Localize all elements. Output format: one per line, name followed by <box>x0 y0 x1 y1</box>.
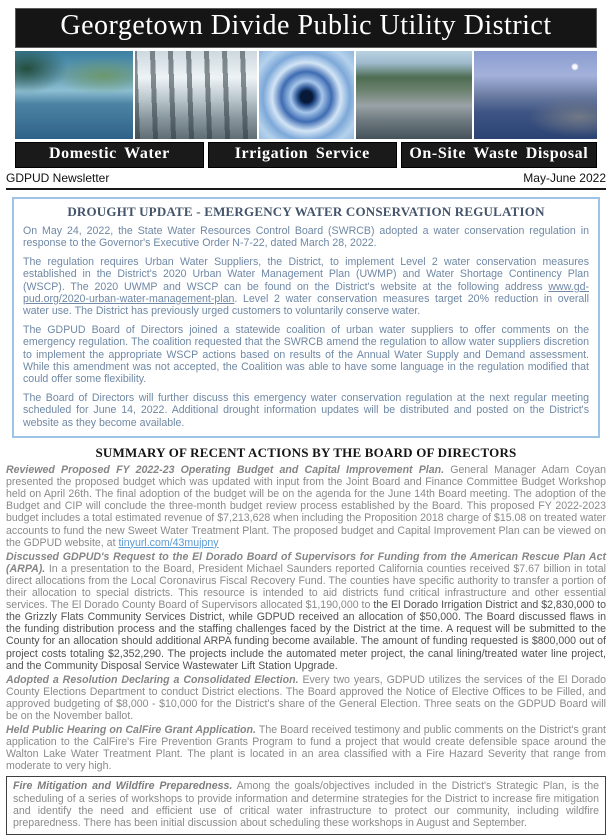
service-banner <box>15 142 597 168</box>
page-title: Georgetown Divide Public Utility District <box>15 8 597 48</box>
summary-heading: SUMMARY OF RECENT ACTIONS BY THE BOARD OF DIRECTORS <box>95 445 517 461</box>
issue-date: May-June 2022 <box>523 171 606 185</box>
board-action-budget-lead: Reviewed Proposed FY 2022-23 Operating Budget and Capital Improvement Plan. <box>6 464 445 477</box>
newsletter-meta-row <box>6 171 606 190</box>
banner-irrigation-service: Irrigation Service <box>208 142 397 168</box>
board-action-arpa-lead: Discussed GDPUD's Request to the El Dorado Board of Supervisors for Funding from the American Rescue Plan Act (ARPA). <box>6 550 606 575</box>
board-action-budget <box>6 464 606 549</box>
board-action-election-body: Every two years, GDPUD utilizes the services of the El Dorado County Elections Department to conduct District elections. The Board approved the Notice of Elective Offices to be Filled, and approved budgeting of $8,000 - $10,000 for the District's share of the General Election. Three seats on the GDPUD Board will be on the November ballot. <box>6 673 606 722</box>
board-action-budget-body: General Manager Adam Coyan presented the proposed budget which was updated with input from the Joint Board and Finance Committee Budget Workshop held on April 26th. The final adoption of the budget will be on the agenda for the June 14th Board meeting. The adoption of the Budget and CIP will conclude the three-month budget review process established by the Board. This proposed FY 2022-2023 budget includes a total estimated revenue of $7,213,628 when including the Proposition 2018 charge of $15.08 on treated water accounts to fund the new Sweet Water Treatment Plant. The proposed budget and Capital Improvement Plan can be viewed on the GDPUD website, at <box>6 464 606 549</box>
drought-update-section <box>12 197 600 438</box>
board-action-election-lead: Adopted a Resolution Declaring a Consolidated Election. <box>6 673 299 686</box>
drought-paragraph-3: The GDPUD Board of Directors joined a statewide coalition of urban water suppliers to offer comments on the emergency regulation. The coalition requested that the SWRCB amend the regulation to allow water suppliers discretion to implement the appropriate WSCP actions based on results of the Annual Water Supply and Demand assessment. While this amendment was not accepted, the Coalition was able to have some language in the regulation modified that could offer some flexibility. <box>23 323 589 386</box>
water-drop-photo <box>259 51 355 139</box>
board-action-arpa <box>6 551 606 672</box>
board-action-arpa-body: In a presentation to the Board, President Michael Saunders reported California counties received $7.67 billion in total direct allocations from the Local Coronavirus Fiscal Recovery Fund. The counties have specific authority to transfer a portion of their allocation to special districts. This resource is intended to aid districts fund critical infrastructure and other essential services. The El Dorado County Board of Supervisors allocated $1,190,000 to <box>6 562 606 612</box>
urban-water-management-plan-link[interactable]: www.gd-pud.org/2020-urban-water-management-plan <box>23 280 590 306</box>
drought-paragraph-2-text: The regulation requires Urban Water Suppliers, the District, to implement Level 2 water conservation measures established in the District's 2020 Urban Water Management Plan (UWMP) and Water Shortage Continency Plan (WSCP). The 2020 UWMP and WSCP can be found on the District's website at the following address <box>23 255 589 293</box>
board-action-calfire-body: The Board received testimony and public comments on the District's grant application to the CalFire's Fire Prevention Grants Program to fund a project that would create defensible space around the Walton Lake Water Treatment Plant. The plant is located in an area classified with a Fire Hazard Severity that range from moderate to very high. <box>6 724 607 773</box>
alpine-lake-dusk-photo <box>474 51 597 139</box>
newsletter-label: GDPUD Newsletter <box>6 171 110 185</box>
drought-paragraph-2 <box>23 256 589 318</box>
board-action-calfire-lead: Held Public Hearing on CalFire Grant Application. <box>6 724 256 737</box>
photo-strip <box>15 51 597 139</box>
canyon-bridge-photo <box>356 51 472 139</box>
forest-lake-photo <box>15 51 133 139</box>
drought-heading: DROUGHT UPDATE - EMERGENCY WATER CONSERVATION REGULATION <box>67 204 545 219</box>
fire-mitigation-box <box>6 776 606 834</box>
board-action-calfire <box>6 724 606 772</box>
board-action-election <box>6 674 606 722</box>
banner-domestic-water: Domestic Water <box>15 142 204 168</box>
masthead <box>15 8 597 168</box>
budget-tinyurl-link[interactable]: tinyurl.com/43mujpny <box>118 536 219 549</box>
snowy-trees-photo <box>135 51 257 139</box>
fire-mitigation-lead: Fire Mitigation and Wildfire Preparedness. <box>13 780 233 793</box>
drought-paragraph-4: The Board of Directors will further discuss this emergency water conservation regulation at the next regular meeting scheduled for June 14, 2022. Additional drought information updates will be distributed and posted on the District's website as they become available. <box>23 391 589 429</box>
banner-onsite-waste-disposal: On-Site Waste Disposal <box>401 142 597 168</box>
drought-paragraph-1: On May 24, 2022, the State Water Resources Control Board (SWRCB) adopted a water conservation regulation in response to the Governor's Executive Order N-7-22, dated March 28, 2022. <box>23 225 589 250</box>
drought-paragraph-2-tail: . Level 2 water conservation measures target 20% reduction in overall water use. The District has previously urged customers to voluntarily conserve water. <box>23 293 589 318</box>
board-action-arpa-body-dark: the El Dorado Irrigation District and $2,830,000 to the Grizzly Flats Community Services District, while GDPUD received an allocation of $50,000. The Board discussed flaws in the funding distribution process and the staffing challenges faced by the District at the time. A request will be submitted to the County for an allocation should additional ARPA funding become available. The amount of funding requested is $800,000 out of project costs totaling $2,352,290. The projects include the automated meter project, the canal lining/treated water line project, and the Community Disposal Service Wastewater Lift Station Upgrade. <box>6 599 606 672</box>
summary-section <box>6 464 606 772</box>
fire-mitigation-body: Among the goals/objectives included in the District's Strategic Plan, is the scheduling of a series of workshops to provide information and determine strategies for the District to increase fire mitigation and identify the need and efficient use of critical water infrastructure to protect our community, including wildfire preparedness. There has been initial discussion about scheduling these workshops in August and September. <box>13 780 599 830</box>
fire-mitigation-paragraph <box>13 780 599 829</box>
